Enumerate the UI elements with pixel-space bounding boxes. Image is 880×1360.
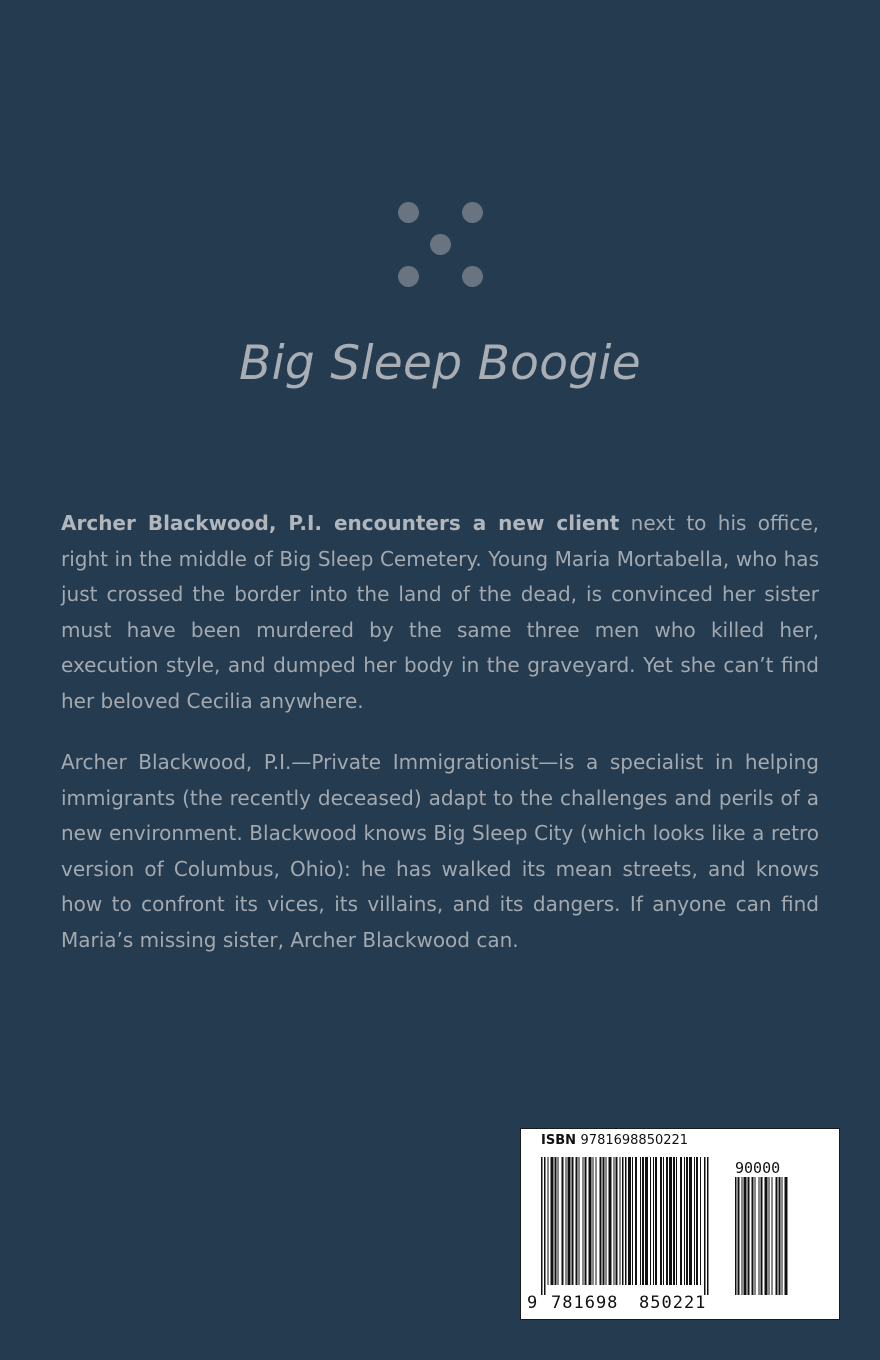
barcode-bar	[593, 1157, 594, 1285]
barcode-bar	[772, 1177, 773, 1295]
barcode-bar	[759, 1177, 760, 1295]
barcode-bar	[576, 1157, 578, 1285]
barcode-bar	[628, 1157, 631, 1285]
price-code: 90000	[735, 1159, 781, 1177]
ornament-dot-icon	[462, 266, 483, 287]
isbn-label	[541, 1133, 688, 1148]
barcode-bar	[568, 1157, 571, 1285]
ean-first-digit: 9	[527, 1293, 538, 1313]
barcode-bar	[558, 1157, 559, 1285]
barcode-bar	[606, 1157, 607, 1285]
price-addon-barcode-bars	[735, 1177, 825, 1295]
barcode-bar	[779, 1177, 781, 1295]
barcode-bar	[704, 1157, 706, 1295]
isbn-prefix: ISBN	[541, 1133, 576, 1148]
barcode-bar	[562, 1157, 564, 1285]
barcode-bar	[620, 1157, 621, 1285]
barcode-bar	[776, 1177, 778, 1295]
barcode-bar	[761, 1177, 763, 1295]
barcode-bar	[669, 1157, 672, 1285]
barcode-bar	[616, 1157, 618, 1285]
barcode-bar	[596, 1157, 597, 1285]
ornament-dot-icon	[398, 202, 419, 223]
ean-right-digits: 850221	[639, 1293, 707, 1313]
barcode-bar	[735, 1177, 737, 1295]
barcode-bar	[650, 1157, 651, 1285]
barcode-bar	[642, 1157, 644, 1285]
barcode-bar	[744, 1177, 747, 1295]
ornament-dot-icon	[462, 202, 483, 223]
barcode-bar	[782, 1177, 783, 1295]
barcode-bar	[544, 1157, 546, 1295]
barcode-bar	[600, 1157, 602, 1285]
ornament-dot-icon	[430, 234, 451, 255]
barcode-bar	[640, 1157, 641, 1285]
barcode-bar	[609, 1157, 612, 1285]
barcode-bar	[548, 1157, 549, 1285]
barcode-bar	[689, 1157, 692, 1285]
barcode-bar	[696, 1157, 698, 1285]
barcode-bar	[765, 1177, 768, 1295]
barcode-bar	[635, 1157, 637, 1285]
barcode-bar	[707, 1157, 709, 1295]
barcode-bar	[603, 1157, 605, 1285]
barcode-bar	[660, 1157, 662, 1285]
barcode-bar	[566, 1157, 567, 1285]
isbn-number: 9781698850221	[580, 1133, 689, 1148]
barcode-bar	[673, 1157, 675, 1285]
barcode-bar	[614, 1157, 615, 1285]
blurb-paragraph-2: Archer Blackwood, P.I.—Private Immigrationist—is a specialist in helping immigrants (the recently deceased) adapt to the challenges and perils of a new environment. Blackwood knows Big Sleep City (which looks like a retro version of Columbus, Ohio): he has walked its mean streets, and knows how to confront its vices, its villains, and its dangers. If anyone can find Maria’s missing sister, Archer Blackwood can.	[61, 750, 819, 952]
barcode-bar	[738, 1177, 740, 1295]
ean-left-digits: 781698	[551, 1293, 619, 1313]
barcode-bar	[583, 1157, 584, 1285]
five-dots-ornament-icon	[0, 0, 880, 300]
book-title: Big Sleep Boogie	[239, 336, 641, 391]
barcode-bar	[663, 1157, 664, 1285]
barcode-bar	[700, 1157, 701, 1285]
barcode-bar	[551, 1157, 554, 1285]
barcode-bar	[755, 1177, 756, 1295]
back-cover-blurb	[61, 506, 819, 984]
barcode-bar	[572, 1157, 574, 1285]
barcode-bar	[632, 1157, 633, 1285]
barcode-bar	[655, 1157, 657, 1285]
barcode-bar	[769, 1177, 770, 1295]
barcode-bar	[645, 1157, 648, 1285]
barcode-bar	[589, 1157, 592, 1285]
blurb-paragraph-1-text: next to his office, right in the middle of Big Sleep Cemetery. Young Maria Mortabella, who has just crossed the border into the land of the dead, is convinced her sister must have been murdered by the same three men who killed her, execution style, and dumped her body in the graveyard. Yet she can’t find her beloved Cecilia anywhere.	[61, 511, 820, 713]
barcode-bar	[541, 1157, 543, 1295]
barcode-bar	[684, 1157, 685, 1285]
ean13-barcode-bars	[541, 1157, 731, 1295]
barcode-bar	[579, 1157, 580, 1285]
barcode-bar	[742, 1177, 743, 1295]
isbn-barcode	[520, 1128, 840, 1320]
barcode-bar	[686, 1157, 688, 1285]
barcode-bar	[694, 1157, 695, 1285]
barcode-bar	[752, 1177, 754, 1295]
barcode-bar	[585, 1157, 587, 1285]
barcode-bar	[785, 1177, 788, 1295]
barcode-bar	[666, 1157, 668, 1285]
barcode-bar	[555, 1157, 557, 1285]
blurb-lead-in: Archer Blackwood, P.I. encounters a new client	[61, 511, 620, 535]
barcode-bar	[653, 1157, 654, 1285]
barcode-bar	[676, 1157, 677, 1285]
barcode-bar	[625, 1157, 627, 1285]
barcode-bar	[748, 1177, 750, 1295]
barcode-bar	[680, 1157, 682, 1285]
barcode-bar	[622, 1157, 624, 1285]
ornament-dot-icon	[398, 266, 419, 287]
blurb-paragraph-1	[61, 506, 819, 719]
